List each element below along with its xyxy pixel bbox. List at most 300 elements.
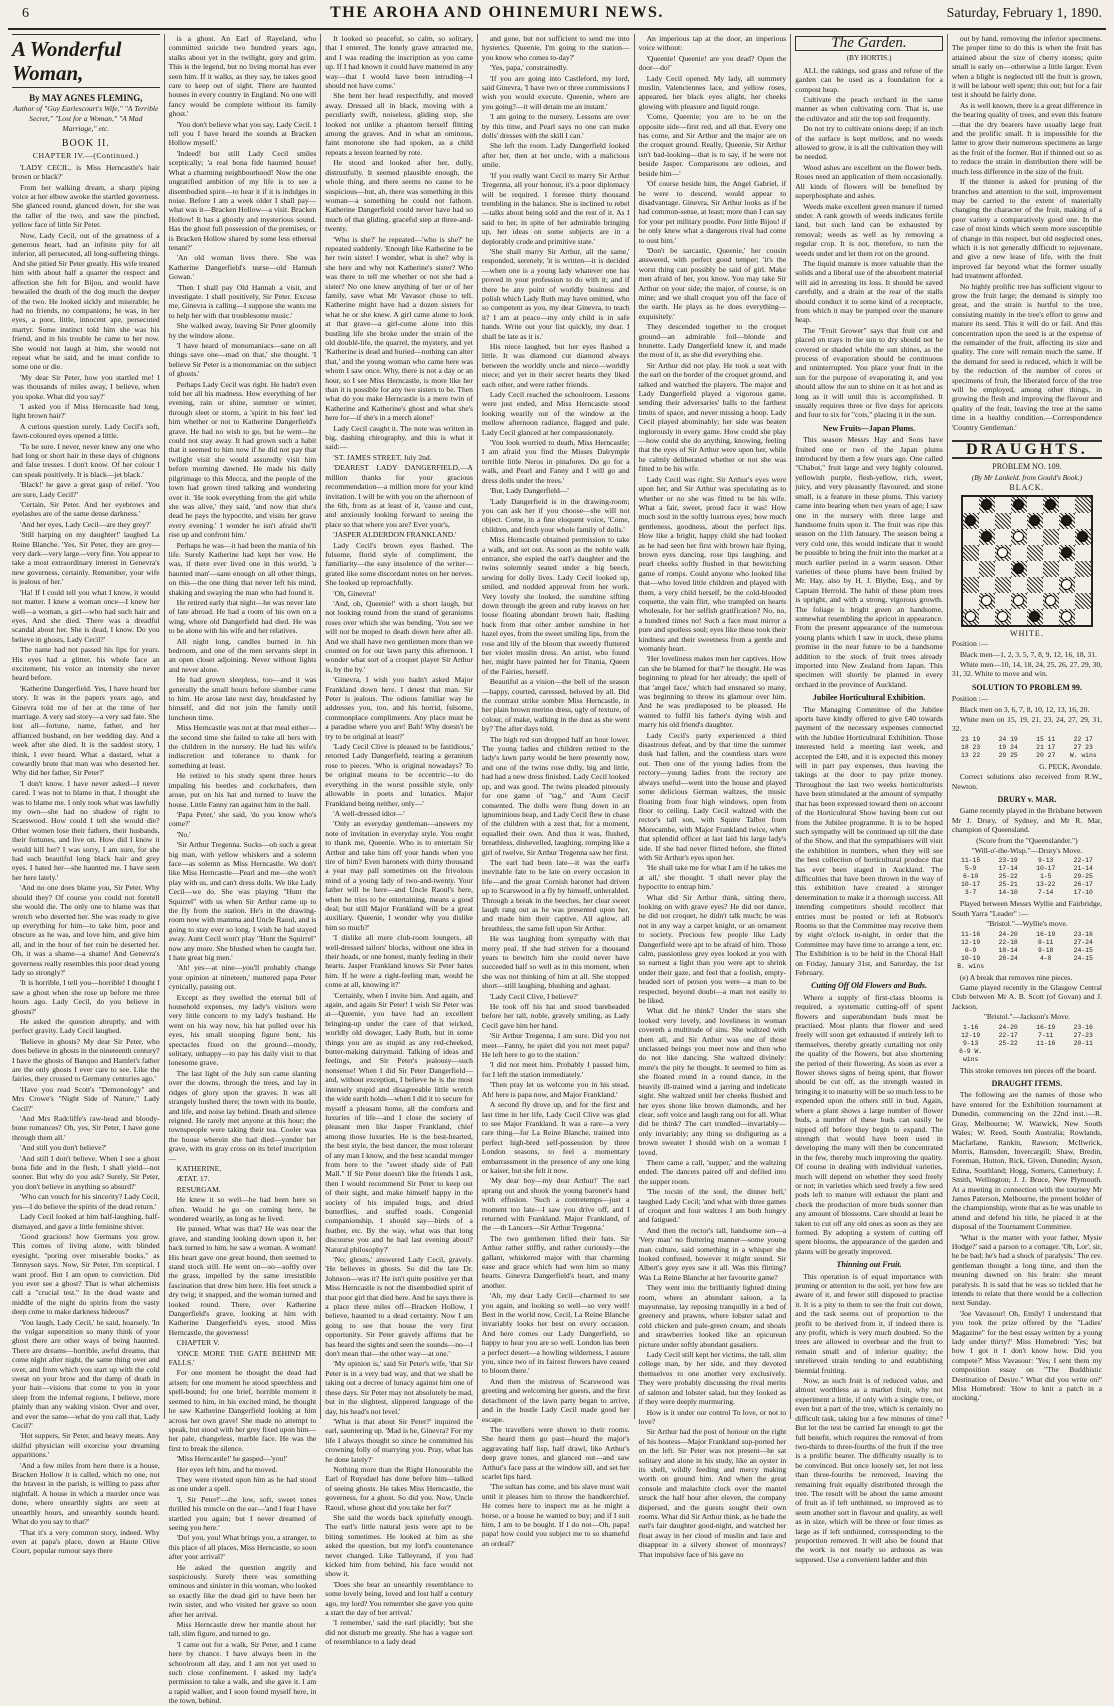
paragraph: No highly prolific tree has sufficient vigour to grow the fruit large; the demand is simply too great, and the strain is hurtful to the tree, consisting mainly in the tree's effort to grow and mature its seed. This it will do or fail. And this concentration upon the seed is at the expense of the remainder of the fruit, affecting its size and quality. The core will remain much the same. If the demand for seed is reduced, which it will be by the reduction of the number of cores or specimens of fruit, the liberated force of the tree will be employed, among other things, in growing the flesh and improving the flavour and quality of the fruit, leaving the tree at the same time in a healthy condition.—Correspondence 'Country Gentleman.' bbox=[951, 281, 1103, 432]
paragraph: 'Have you read Scott's "Demonology" and Mrs Crowe's "Night Side of Nature," Lady Cecil?' bbox=[12, 1084, 160, 1113]
played-intro: Played between Messrs Wyllie and Fairbridge, South Yarra "Leader" :— bbox=[951, 899, 1103, 918]
black-piece bbox=[1029, 611, 1040, 622]
paragraph: 'Black!' he gave a great gasp of relief. 'You are sure, Lady Cecil?' bbox=[12, 480, 160, 499]
move-entry: 10-17 bbox=[1036, 865, 1056, 873]
move-entry: 18-14 bbox=[998, 946, 1018, 954]
author-works: Author of "Guy Earlescourt's Wife," "A Terrible Secret," "Lost for a Woman," "A Mad Marriage," etc. bbox=[13, 104, 159, 133]
board-square bbox=[1011, 577, 1027, 593]
story-column-3-body bbox=[325, 34, 473, 1647]
draughts-heading: DRAUGHTS. bbox=[952, 440, 1102, 459]
move-entry: 16-19 bbox=[1036, 1023, 1056, 1031]
paragraph: His niece laughed, but her eyes flashed a little. It was diamond cut diamond always between the worldly uncle and niece—worldly niece; and yet in their secret hearts they liked each other, and were rather friends. bbox=[481, 342, 630, 389]
black-piece bbox=[981, 499, 992, 510]
problem-number: PROBLEM NO. 109. bbox=[992, 462, 1062, 472]
paragraph: 'Ah, my dear Lady Cecil—charmed to see you again, and looking so well—so very well! Best in the world now, Cecil, La Reine Blanche invariably looks her best on every occasion. And here comes our Lady Dangerfield, so happy to hear you are so well. London has been a perfect desert—a howling wilderness, I assure you, since two of its fairest flowers have ceased to bloom there.' bbox=[481, 1291, 630, 1376]
paragraph: Sir Arthur had the post of honour on the right of his hostess—Major Frankland sup-ported her on the left. Sir Peter was not present—he sat solitary and alone in his study, like an oyster in its shell, wildly feeding and mercy making worth on ground him. And when the great console and malachite clock over the mantel struck the half hour after eleven, the company dispersed, and the guests sought their own rooms. What did Sir Arthur think, as he bade the earl's fair daughter good-night, and watched her float away in her cloud of muslin and lace and disappear in a silvery shower of moonrays? That impulsive face of his gave no bbox=[638, 1427, 787, 1559]
paragraph: 'The tocsin of the soul, the dinner bell,' laughed Lady Cecil; 'and what with three games of croquet and four waltzes I am both hungry and fatigued.' bbox=[638, 1187, 787, 1225]
board-square bbox=[963, 561, 979, 577]
story-column-1-body bbox=[12, 163, 160, 1556]
move-entry: 23-19 bbox=[998, 857, 1018, 865]
paragraph: He knew it so well—he had been here so often. Would he go on coming here, he wondered wearily, as long as he lived. bbox=[168, 1195, 317, 1223]
board-square bbox=[1075, 545, 1091, 561]
paragraph: The following are the names of those who have entered for the Exhibition tournament at Dunedin, commencing on the 22nd inst.:—R. Gray, Melbourne; W. Warwick, New South Wales; W. Reed, South Australia; Rowlands, Macfarlane, Rankin, Rawson; McIlwrick, Morris, Ramsden, Invercargill; Shaw, Bredin, Foreman, Hutton, Rick, Given, Dunedin; Ayson, Edina, Southland; Hogg, Somers, Canterbury; J. Smith, Wellington; J. J. Bruce, New Plymouth. At a meeting in connection with the tourney Mr James Paterson, Melbourne, the present holder of the championship, wrote that as he was unable to attend and defend his title, he placed it at the disposal of the Tournament Committee. bbox=[951, 1090, 1103, 1232]
paragraph: Wood ashes are excellent on the flower beds. Roses need an application of them occasionally. All kinds of flowers will be benefited by superphosphate and ashes. bbox=[795, 162, 943, 201]
move-entry: 9-18 bbox=[1038, 946, 1054, 954]
board-square bbox=[979, 545, 995, 561]
paragraph: 'What is the matter with your father, Mysie Hodge?' said a parson to a cottager. 'Oh, Lor', sir, he be bad; he's had a shock of paralysis.' The rev. gentleman thought a long time, and then the meaning dawned on his brain: she meant paralysis. It is said that he was so tickled that he intends to relate that there would be a collection next Sunday. bbox=[951, 1232, 1103, 1308]
board-square bbox=[1075, 513, 1091, 529]
plums-heading: New Fruits—Japan Plums. bbox=[822, 423, 916, 433]
board-square bbox=[1043, 609, 1059, 625]
move-entry: 29-25 bbox=[1073, 873, 1093, 881]
white-piece bbox=[1061, 611, 1072, 622]
board-square bbox=[1027, 513, 1043, 529]
paragraph: 'And, oh, Queenie!' with a short laugh, but not looking round from the stand of geraniums roses over which she was bending. 'You see we will not be moped to death down here after all. And we shall have two gentlemen more than we counted on for our lawn party this afternoon. I wonder what sort of a croquet player Sir Arthur is, by the by.' bbox=[325, 598, 473, 674]
board-square bbox=[1011, 497, 1027, 513]
thinning-heading: Thinning out Fruit. bbox=[836, 1260, 902, 1270]
paragraph: The "Fruit Grower" says that fruit cut and placed on trays in the sun to dry should not be covered or shaded while the sun shines, as the process of evaporation should be continuous and uninterrupted. You place your fruit in the sun for the purpose of evaporating it, and you should allow the sun to shine on it as hot and as long as it will until this is accomplished. It usually requires three or five days for apricots and four to six for "cots," placing it in the sun. bbox=[795, 325, 943, 420]
paragraph: Now, Lady Cecil, out of the greatness of a generous heart, had an infinite pity for all inferior, all persecuted, all long-suffering things. And she pitied Sir Peter greatly. His wife treated him with about half a quarter the respect and affection she felt for Bijou, and would have bewailed the death of the dog much the deeper of the two. He looked sickly and miserable; he had no friends, no companions; he was, in her eyes, a poor, little, innocent ape, persecuted martyr. Some instinct told him she was his friend, and in his trouble he came to her now. She would not laugh at him, she would not repeat what he said, and he must confide to some one or die. bbox=[12, 230, 160, 372]
solution-moves bbox=[952, 736, 1102, 760]
board-square bbox=[979, 497, 995, 513]
paragraph: 'My dear Sir Peter, how you startled me! I was thousands of miles away, I believe, when you spoke. What did you say?' bbox=[12, 372, 160, 401]
game-2-intro: Game played recently in the Glasgow Central Club between Mr A. B. Scott (of Govan) and J. Jackson. bbox=[951, 983, 1103, 1011]
paragraph: 'I dislike all mere club-room loungers, all well-dressed tailors' blocks, without one idea in their heads, or one honest, manly feeling in their hearts. Jasper Frankland knows Sir Peter hates him. If he were a right-feeling man, would he come at all, knowing it?' bbox=[325, 933, 473, 990]
black-piece bbox=[1045, 499, 1056, 510]
black-piece bbox=[1029, 515, 1040, 526]
white-piece bbox=[981, 595, 992, 606]
move-entry: 6-10 bbox=[962, 873, 979, 881]
paragraph: He asked the question abruptly, and with perfect gravity. Lady Cecil laughed. bbox=[12, 1016, 160, 1036]
move-entry: 22-17 bbox=[998, 1031, 1018, 1039]
board-square bbox=[1011, 593, 1027, 609]
move-entry: 12-19 bbox=[961, 1031, 981, 1039]
paragraph: Lady Cecil's brown eyes flashed. The fulsome, florid style of compliment, the familiarity—the easy insolence of the writer—grated like some discordant notes on her nerves. She looked up reproachfully. bbox=[325, 540, 473, 588]
paragraph: 'But, Lady Dangerfield—' bbox=[489, 486, 569, 496]
story-title: A Wonderful Woman, bbox=[12, 34, 160, 88]
paragraph: Nothing more than the Right Honourable the Earl of Ruysdael has done before him—talked of seeing ghosts. He takes Miss Herncastle, the governess, for a ghost. So did you. Now, Uncle Raoul, whose ghost did you take her for?' bbox=[325, 1464, 473, 1512]
board-square bbox=[1059, 577, 1075, 593]
paragraph: The earl had been late—it was the earl's inevitable fate to be late on every occasion in life—and the great Cornish baronet had driven up to Scarswood in a fly by himself, unheralded. Through a break in the beeches, her clear sweet laugh rang out as he was presented upon her, and made him their captive. All aglow, all breathless, the same fell upon Sir Arthur. bbox=[481, 857, 630, 933]
paragraph: Lady Cecil opened. My lady, all summery muslin, Valenciennes lace, and yellow roses, appeared, her black eyes alight, her cheeks glowing with pleasure and liquid rouge. bbox=[638, 73, 787, 111]
paragraph: and gone, but not sufficient to send me into hysterics. Queenie, I'm going to the station—you know who comes to-day?' bbox=[481, 34, 630, 62]
paragraph: All night long, candles burned in his bedroom, and one of the men servants slept in an open closet adjoining. Never without lights and never alone. bbox=[168, 636, 317, 674]
column-5 bbox=[635, 34, 792, 1559]
paragraph: 'If you really want Cecil to marry Sir Arthur Tregenna, all your honour, it's a poor diplomacy will be required. I foresee thirty thousand trembling in the balance. She is inclined to rebel—talks about being sold and the rest of it. As I said to her, in spite of her admirable bringing up, her ideas on some subjects are in a deplorably crude and primitive state.' bbox=[481, 170, 630, 246]
paragraph: The two gentlemen lifted their hats. Sir Arthur rather stiffly, and rather curiously—the gallant, whiskered major with that charming ease and grace which had won him so many hearts. Ginevra Dangerfield's heart, and many another. bbox=[481, 1233, 630, 1290]
paragraph: 'JASPER ALDERDON FRANKLAND.' bbox=[333, 530, 457, 540]
column-7 bbox=[948, 34, 1106, 1419]
move-entry: 12-19 bbox=[961, 938, 981, 946]
paragraph: 'Ah! yes—at nine—you'll probably change your opinion at nineteen,' muttered papa Peter cynically, passing out. bbox=[168, 963, 317, 992]
board-square bbox=[1011, 561, 1027, 577]
board-square bbox=[995, 561, 1011, 577]
paragraph: He paused. What was that? He was near the grave, and standing looking down upon it, her back turned to him, he saw a woman. A woman! His heart gave one great bound, then seemed to stand stock still. He went on—so—softly over the grass, impelled by the same irresistible fascination that drew him here. His feet struck a dry twig; it snapped, and the woman turned and looked round. There, over Katherine Dangerfield's grave, looking at him with Katherine Dangerfield's eyes, stood Miss Herncastle, the governess! bbox=[168, 1224, 317, 1337]
paragraph: Beautiful as a vision—the bell of the season—happy, courted, caressed, beloved by all. Did the contrast strike sombre Miss Herncastle, in her plain brown merino dress, ugly of texture, of colour, of make, walking in the dust as she went by? The after days told. bbox=[481, 677, 630, 734]
paragraph: Miss Herncastle obtained permission to take a walk, and set out. As soon as the noble walk entrance, she espied the earl's daughter and the twins solemnly seated under a big beech, sewing for dolly lives. Lady Cecil looked up, smiled, and nodded approval from her work. Very lovely she looked, the sunshine sifting down through the green and ruby leaves on her loose floating abundant brown hair, flashing back from that other amber sunshine in her hazel eyes, from the sweet smiling lips, from the rose and lily of the bloom that sweetly fluttered her violet muslin dress. An artist, who found her, might have painted her for Titania, Queen of the Fairies, herself. bbox=[481, 535, 630, 676]
paragraph: 'And still you don't believe?' bbox=[20, 1143, 107, 1153]
move-entry: 20 27 bbox=[1036, 751, 1056, 759]
paragraph: And then the rector's tall, handsome son—a 'Very man' no fluttering manner—some young man culture, said something in a whisper she looked confused, however it might sound. Sir Albert's grey eyes saw it all. Was this flirting? Was La Reine Blanche at her favourite game? bbox=[638, 1225, 787, 1282]
paragraph: From her walking dream, a sharp piping voice at her elbow awoke the startled governess. She glanced round, glanced down, for she was the taller of the two, and saw the pinched, yellow face of little Sir Peter. bbox=[12, 182, 160, 230]
white-piece bbox=[1061, 579, 1072, 590]
paragraph: They went into the brilliantly lighted dining room, where an abundant saloon, a la mayonnaise, lay reposing tranquilly in a bed of greenery and prawns, where lobster salad and cold chicken and pale-green cream, and shoals and strawberries looked like an epicurean picture under softly abundant gasaliers. bbox=[638, 1283, 787, 1349]
paragraph: 'And still I don't believe. When I see a ghost bona fide and in the flesh, I shall yield—not sooner. But why do you ask? Surely, Sir Peter, you don't believe in anything so absurd?' bbox=[12, 1153, 160, 1191]
board-square bbox=[1075, 529, 1091, 545]
solution-signed: G. PECK, Avondale. bbox=[1039, 761, 1103, 771]
bristol-1-heading: "Bristol."—Wyllie's move. bbox=[986, 919, 1068, 929]
board-square bbox=[1043, 497, 1059, 513]
board-square bbox=[963, 545, 979, 561]
black-piece bbox=[1013, 499, 1024, 510]
paragraph: He stood and looked after her, dully, distrustfully. It seemed plausible enough, the whole thing, and there seems no cause to be suspicious—but, ah, there was something in this woman—a something he could not fathom. Katherine Dangerfield could never have had so much of that gliding, graceful step at three-and-twenty. bbox=[325, 158, 473, 234]
board-square bbox=[1075, 561, 1091, 577]
board-square bbox=[995, 497, 1011, 513]
paragraph: 'Then I shall pay Old Hannah a visit, and investigate. I shall positively, Sir Peter. Excuse me, Ginevra is calling—I suppose she wants me to help her with that troublesome music.' bbox=[168, 282, 317, 320]
paragraph: 'And Mrs Radcliffe's raw-head and bloody-bone romances? Oh, yes, Sir Peter, I have gone through them all.' bbox=[12, 1114, 160, 1142]
move-entry: 19 24 bbox=[998, 743, 1018, 751]
board-square bbox=[1027, 577, 1043, 593]
cutting-body bbox=[795, 993, 943, 1256]
paragraph: 'The sultan has come, and his slave must wait until it pleases him to throw the handkerchief. He comes here to inspect me as he might a horse, or a house he wanted to buy; and if I suit him, I am to be bought. If I do not—Oh, papa! papa! how could you subject me to so shameful an ordeal?' bbox=[481, 1482, 630, 1548]
paragraph: 'She shall marry Sir Arthur, all the same,' responded, serenely, 'it is written—it is decided—when one is a young lady whatever one has proved in your profession to do with it; and if there be any point of worldly business and polish which Lady Ruth may have omitted, who so competent as you, my dear Ginevra, to teach it? I am at peace—my only child is in safe hands. Write out your list quickly, my dear. I shall be late as it is.' bbox=[481, 246, 630, 341]
move-entry: 16-19 bbox=[1036, 930, 1056, 938]
game-source: (Score from the "Queenslander.") bbox=[976, 835, 1078, 845]
paragraph: 'ONCE MORE THE GATE BEHIND ME FALLS.' bbox=[168, 1348, 317, 1368]
board-square bbox=[1059, 561, 1075, 577]
position-label: Position :— bbox=[951, 639, 989, 649]
board-square bbox=[1043, 513, 1059, 529]
draught-items bbox=[952, 1090, 1102, 1231]
column-3 bbox=[321, 34, 478, 1647]
white-piece bbox=[1013, 595, 1024, 606]
move-entry: 21-14 bbox=[1073, 865, 1093, 873]
board-square bbox=[1027, 545, 1043, 561]
paragraph: 'Katherine Dangerfield. Yes, I have heard her story. It was in the papers years ago, and Ginevra told me of her at the time of her marriage. A very sad story—a very sad fate. She lost all—fortune, name, father, and her affianced husband, on her wedding day. And a week after she died. It is the saddest story, I think, I ever heard. What a dastard, what a cowardly brute that man was who deserted her. Why did her father, Sir Peter?' bbox=[12, 683, 160, 778]
black-piece bbox=[981, 531, 992, 542]
white-men: White men—10, 14, 18, 24, 25, 26, 27, 29, 30, 31, 32. White to move and win. bbox=[951, 659, 1103, 679]
board-square bbox=[1043, 593, 1059, 609]
move-entry: 3-7 bbox=[964, 889, 977, 897]
move-entry: 23-16 bbox=[1073, 930, 1093, 938]
paragraph: Weeds make excellent green manure if turned under. A rank growth of weeds indicates fertile land, but such land can be exhausted by removal; weeds as well as by removing a regular crop. It is not, therefore, to turn the weeds under and let them rot on the ground. bbox=[795, 201, 943, 258]
white-piece bbox=[997, 611, 1008, 622]
move-entry: 6-9 bbox=[964, 946, 977, 954]
paragraph: They descended together to the croquet ground—an admirable foil—blonde and brunette. Lady Dangerfield knew it, and made the most of it, as she did everything else. bbox=[638, 322, 787, 360]
black-piece bbox=[1013, 563, 1024, 574]
paragraph: 'Who is she?' he repeated—'who is she?' he repeated suddenly. 'Enough like Katherine to be her twin sister! I wonder, what is she? why is she here and why not Katherine's sister? Who was there to tell me whether or not she had a sister? No one knew anything of her or of her family, save what Mr Vavasor chose to tell. Katherine might have had a dozen sisters for what he or she knew. A girl came alone to look at that grave—a girl-come alone into this bustling life she broke under the strain of the old doublé-life, the quarrel, the mystery, and yet 'Katherine is dead and buried—nothing can alter that,' and the young woman who came here was whom I saw once. Why, there is not a day or an hour, so I see Miss Herncastle, is more like her than it is possible for any two sisters to be. Then what do you make Herncastle is a mere twin of Katherine and Katherine's ghost and what she's here for—if she's in a merch alone!' bbox=[325, 234, 473, 423]
paragraph: The liquid manure is more valuable than the solids and a liberal use of the absorbent material will aid in arresting its loss. It should be saved carefully, and a drain at the rear of the stalls should conduct it to some kind of a receptacle, from which it may be pumped over the manure heap. bbox=[795, 258, 943, 325]
move-entry: 11-16 bbox=[961, 930, 981, 938]
paragraph: 'I asked you if Miss Herncastle had long, light brown hair?' bbox=[12, 401, 160, 421]
paragraph: 'Joe Vavasour! Oh, Emily! I understand that you took the prize offered by the "Ladies' Magazine" for the best essay written by a young lady under thirty?' Miss Homebred: 'Yes; but how I got it I don't know how. Did you compete?' Miss Vavasour: 'Yes; I sent them my composition essay on "The Buddhistic Destination of Desire." What did you write on?' Miss Homebred: 'How to knit a patch in a stocking.' bbox=[951, 1308, 1103, 1403]
jubilee-heading: Jubilee Horticultural Exhibition. bbox=[812, 693, 926, 703]
column-2 bbox=[165, 34, 322, 1706]
black-piece bbox=[1061, 547, 1072, 558]
move-entry: 1-5 bbox=[1039, 873, 1052, 881]
black-piece bbox=[965, 515, 976, 526]
paragraph: Cultivate the peach orchard in the same manner as when cultivating corn. That is, use the cultivator and stir the top soil frequently. bbox=[795, 95, 943, 123]
column-1 bbox=[8, 34, 165, 1556]
story-column-2-body bbox=[169, 34, 317, 1706]
paragraph: This operation is of equal importance with pruning or attention to the soil, yet how few are aware of it, and fewer still disposed to practise it. It is a pity to them to see the fruit cut down, and the task seems out of proportion to the profit to be derived from it, if indeed there is any profit, which is very much doubted. So the trees are allowed to overbear and the fruit to remain small and of inferior quality; the unrelieved strain tending to and establishing biennial fruiting. bbox=[795, 1271, 943, 1375]
move-entry: 25-22 bbox=[998, 873, 1018, 881]
board-square bbox=[1027, 529, 1043, 545]
paragraph: 'Lady Dangerfield is in the drawing-room; you can ask her if you choose—she will not object. Come, in a fine eloquent voice, 'Come, children, and fetch your whole family of dolls.' bbox=[481, 496, 630, 534]
board-square bbox=[995, 545, 1011, 561]
board-square bbox=[1059, 513, 1075, 529]
paragraph: 'What is that about Sir Peter?' inquired the earl, sauntering up. 'Mad is he, Ginevra? For my life I always thought so since he committed his crowning folly of marrying you. Pray, what has he done lately?' bbox=[325, 1416, 473, 1464]
paragraph: 'Believe in ghosts? My dear Sir Peter, who does believe in ghosts in the nineteenth century? I have the ghosts of Banquo and Hamlet's father are the only ghosts I ever care to see. Like the fairies, they crossed to Germany centuries ago.' bbox=[12, 1036, 160, 1084]
paragraph: Lady Cecil still kept her victims, the tall, slim college man, by her side, and they devoted themselves to one another very exclusively. They were probably discussing the rival merits of salmon and lobster salad, but they looked as if they were deeply murmuring. bbox=[638, 1350, 787, 1407]
board-square bbox=[1027, 561, 1043, 577]
move-entry: 18 23 bbox=[961, 743, 981, 751]
board-square bbox=[1043, 577, 1059, 593]
move-entry: 17-14 bbox=[998, 865, 1018, 873]
paragraph: Sir Arthur did not play. He took a seat with the earl on the border of the croquet ground, and talked and watched the players. The major and Lady Dangerfield played a vigorous game, sending their adversaries' balls to the farthest limits of space, and never missing a hoop. Lady Cecil played abominably; her side was beaten inglorously in every game. How could she play—how could she do anything, knowing, feeling that the eyes of Sir Arthur were upon her, while he calmly deliberated whether or not she was fitted to be his wife. bbox=[638, 360, 787, 474]
paragraph: 'Who can vouch for his sincerity? Lady Cecil, yes—I do believe the spirits of the dead return.' bbox=[12, 1192, 160, 1211]
paragraph: 'Ginevra, I wish you hadn't asked Major Frankland down here. I detest that man. Sir Peter is jealous. The odious familiar way he addresses you, too, and his horrid, fulsome, commonplace compliments. Any place must be a paradise where you are! Bah! Why doesn't he try to be original at least?' bbox=[325, 675, 473, 741]
move-entry: 27 23 bbox=[1073, 743, 1093, 751]
move-entry: 15 11 bbox=[1036, 735, 1056, 743]
board-square bbox=[963, 529, 979, 545]
paragraph: 'No.' bbox=[176, 829, 191, 839]
paragraph: 'Lady Cecil Clive is pleased to be fastidious,' retorted Lady Dangerfield, tearing a geranium rose to pieces. 'Who is original nowadays? To be original means to be eccentric—to do everything in the worst possible style, only allowable in poets and lunatics. Major Frankland being neither, only—' bbox=[325, 742, 473, 808]
board-square bbox=[1059, 609, 1075, 625]
move-entry: 11-15 bbox=[961, 857, 981, 865]
paragraph: 'I remember,' said the earl placidly; 'but she did not disturb me greatly. She has a vague sort of resemblance to a lady dead bbox=[325, 1618, 473, 1647]
paragraph: 'And her eyes, Lady Cecil—are they grey?' bbox=[20, 519, 151, 529]
bristol-2-heading: "Bristol."—Jackson's Move. bbox=[983, 1012, 1071, 1022]
board-square bbox=[979, 593, 995, 609]
paragraph: She said the words back spitefully enough. The earl's little natural jests were apt to be biting sometimes. He looked at him as she asked the question, but my lord's countenance never changed. Like Talleyrand, if you had kicked him from behind, his face would not show it. bbox=[325, 1512, 473, 1579]
move-entry: 7-14 bbox=[1038, 889, 1054, 897]
paragraph: He retired early that night—he was never late of late abroad. He had a room of his own on a wing, where old Dangerfield had died. He was to be alone with his wife and her relatives. bbox=[168, 597, 317, 636]
paragraph: Except as they swelled the eternal bill of household expenses, my lady's visitors were very little concern to my lady's husband. He went on his way now, his hat pulled over his eyes, his small stooping figure bent, his spectacles fixed on the ground—moody, solitary, unhappy—to pay his daily visit to that lonesome grave. bbox=[168, 992, 317, 1068]
paragraph: 'Miss Herncastle!' he gasped—'you!' bbox=[176, 1454, 288, 1464]
paragraph: Where a supply of first-class blooms is required, a systematic cutting-off of spent flowers and superabundant buds must be practised. Most plants that flower and seed freely will soon get exhausted if entirely left to themselves, thereby greatly curtailing not only the quality of the flowers, but also shortening the period of their flowering. As soon as ever a flower shows signs of being spent, that flower should be cut off, as the strength wasted in bringing it to maturity will be so much less to be expended upon the others still in bud. Again, where a plant shows a large number of flower buds, a number of these buds can easily be nipped off before they begin to expand. The strength that would have been used in developing the many will then be concentrated in the few, thereby much improving the quality. Of course in dealing with individual varieties, much will depend on whether they seed freely or not; in varieties which seed freely a few seed pods left to mature will exhaust the plant and check the production of more buds sooner than any amount of blossoms. Care should at least be taken to cut off any old ones as soon as they are formed. By adopting a system of cutting off spent blooms, the appearance of the garden and plants will be greatly improved. bbox=[795, 992, 943, 1256]
paragraph: Perhaps Lady Cecil was right. He hadn't even told her all his madness. How everything of her evening, rain or shine, summer or winter, through sleet or storm, a 'spirit in his feet' led him whether or not to Katherine Dangerfield's grave. He had no wish to go, but he went—he could not stay away. It had grown such a habit that it seemed to him now if he did not pay that twilight visit she would assuredly visit him before morning dawned. He made his daily pilgrimage to this Mecca, and the people of the town had grown tired talking and wondering over it. 'He took everything from the girl while she was alive,' they said, 'and now that she's dead he pays the hypocrite, and visits her grave every evening.' I wonder he isn't afraid she'll rise up and confront him.' bbox=[168, 379, 317, 540]
paragraph: What did Sir Arthur think, sitting there, looking on with grave eyes? He did not dance, he did not croquet, he didn't talk much; he was not in any way a carpet knight, or an ornament to society. Precious few people like Lady Dangerfield were apt to be afraid of him. Those calm, passionless grey eyes looked at you with so earnest a light than you were apt to shrink under their gaze, and feel that a foolish, empty-headed sort of person you were—a man to be respected, beyond doubt—a man not easily to be liked. bbox=[638, 892, 787, 1006]
board-square bbox=[1075, 577, 1091, 593]
move-entry: 5-9 bbox=[964, 865, 977, 873]
paragraph: Now, as such fruit is of reduced value, and almost worthless as a market fruit, why not experiment a little, if only with a single tree, or even but a part of the tree, which is certainly no difficult task, taking but a few minutes of time? But let the test be carried far enough to get the full benefit, which requires the removal of from two-thirds to three-fourths of the fruit if the tree is a prolific bearer. The difficulty usually is to be convinced. But once loosely set, let not less than three-fourths be removed, leaving the remaining fruit equally distributed through the tree. The result will be about the same amount of fruit as if left unthinned, so improved as to seem another sort in flavour and quality, as well as in size, which will be three or four times as large as if left unthinned, corresponding to the proportion removed. It will also be found that the work is not nearly so arduous as was supposed. Use a convenient ladder and thin bbox=[795, 1376, 943, 1564]
move-entry: 11-16 bbox=[1036, 1039, 1056, 1047]
paragraph: 'You look worried to death, Miss Herncastle; I am afraid you find the Misses Dalrymple terrible little Neros in pinafores. Do go for a walk, and Pearl and Fanny and I will go and dress dolls under the trees.' bbox=[481, 438, 630, 485]
paragraph: He was laughing from sympathy with that merry peal. If she had striven for a thousand years to bewitch him she could never have succeeded half so well as in this moment, when she was not thinking of him at all. She stopped short—still laughing, blushing and aghast. bbox=[481, 934, 630, 991]
board-square bbox=[1075, 609, 1091, 625]
move-entry: 28-24 bbox=[998, 954, 1018, 962]
paragraph: 'No; ghosts,' answered Lady Cecil, gravely. 'He believes in ghosts. So did the late Dr. Johnson—was it? He isn't quite positive yet that Miss Herncastle is not the disembodied spirit of that poor girl that died here. And he says there is a place three miles off—Bracken Hollow, I believe, haunted to a dead certainty. Now I am going to see that house the very first opportunity. Sir Peter gravely affirms that he has heard the sights and seen the sounds—no—I don't mean that—the other way—at one.' bbox=[325, 1255, 473, 1359]
chapter-heading: CHAPTER IV.—(Continued.) bbox=[32, 151, 139, 161]
paragraph: As is well known, there is a great difference in the bearing quality of trees, and even this feature—that the dry bearers have usually large fruit and the prolific small. It is impossible for the latter to grow their numerous specimens as large as the fruit of the former. But if thinned out so as to reduce the strain in distribution there will be much less difference in the size of the fruit. bbox=[951, 100, 1103, 176]
paragraph: He took off his hat and stood bareheaded before her tall, noble, gravely smiling, as Lady Cecil gave him her hand. bbox=[481, 1002, 630, 1030]
board-square bbox=[979, 577, 995, 593]
columns bbox=[8, 34, 1106, 1706]
board-square bbox=[1059, 545, 1075, 561]
paragraph: The Managing Committee of the Jubilee sports have kindly offered to give £40 towards payment of the necessary expenses connected with the Jubilee Horticultural Exhibition. Those interested held a meeting last week, and accepted the £40, and it is expected this money will in part pay expenses, thus leaving the takings at the door to pay prize money. Throughout the last two weeks horticulturists have been stimulated at the amount of sympathy that has been expressed toward them on account of the Horticultural Show having been cut out from the Jubilee programme. It is to be hoped such sympathy will be continued up till the date of the Show, and that the sympathisers will visit the exhibition in numbers, when they will see the best collection of horticultural produce that has ever been staged in Auckland. The difficulties that have been thrown in the way of this exhibition have created a stronger determination to make it a thorough success. All intending competitors should recollect that entries must be posted or left at Robson's Rooms so that the Committee may receive them by eight o'clock to-night, in order that the Committee may have time to arrange a tent, etc. The Exhibition is to be held in the Choral Hall on Friday, January 31st, and Saturday, the 1st February. bbox=[795, 704, 943, 977]
anecdotes bbox=[952, 1233, 1102, 1403]
black-men: Black men—1, 2, 3, 5, 7, 8, 9, 12, 16, 18, 31. bbox=[959, 649, 1097, 659]
board-square bbox=[963, 593, 979, 609]
paragraph: 'An old woman lives there. She was Katherine Dangerfield's nurse—old Hannah Gowan.' bbox=[168, 253, 317, 282]
masthead bbox=[8, 4, 1106, 30]
move-entry: 13 22 bbox=[961, 751, 981, 759]
issue-date: Saturday, February 1, 1890. bbox=[946, 6, 1102, 21]
move-entry: 23-16 bbox=[1073, 1023, 1093, 1031]
paragraph: ÆTAT. 17. bbox=[176, 1174, 210, 1184]
game-opening: "Will-o'-the-Wisp."—Drury's Move. bbox=[971, 846, 1083, 855]
paragraph: The name had not passed his lips for years. His eyes had a glitter, his whole face an excitement, his voice an intensity she never heard before. bbox=[12, 645, 160, 683]
board-square bbox=[995, 513, 1011, 529]
paragraph: out by hand, removing the inferior specimens. The proper time to do this is when the fruit has attained about the size of cherry stones; quite small is early on—otherwise a little larger. Even when a blight is neglected till the fruit is grown, it will be labour well spent; this out; but for a fair test it should be fairly done. bbox=[951, 34, 1103, 100]
paragraph: Lady Cecil was right. Sir Arthur's eyes were upon her, and Sir Arthur was speculating as to whether or no she was fitted to be his wife. What a fair, sweet, proud face it was! How much soul in the softly lustrous eyes; how much gentleness, goodness, about the perfect lips. How like a bright, happy child she had looked as he had seen her first with brown hair flying, brown eyes dancing, rose lips laughing, and pearl cheeks softly flushed in that bewitching game of romps. Could anyone who looked like that—who loved little children and played with them, a very child herself, be the cold-blooded coquette, the vain flirt, who trampled on hearts wholesale, for her selfish gratification? No, no, a hundred times no! Such a face must mirror a pure and spotless soul; eyes like these took their kindness and their sweetness from a gentle and womanly heart. bbox=[638, 474, 787, 653]
board-square bbox=[1075, 593, 1091, 609]
game-heading: DRURY v. MAR. bbox=[997, 794, 1057, 804]
paragraph: 'Papa Peter,' she said, 'do you know who's come?' bbox=[168, 809, 317, 829]
paragraph: 'Her loveliness makes men her captives. How can she be blamed for that?' he thought. He was beginning to plead for her already; the spell of that 'angel face,' which had ensnared so many, was beginning to throw its glamour over him. And he was predisposed to be pleased. He wanted to fulfil his father's dying wish and marry his old friend's daughter. bbox=[638, 654, 787, 730]
paragraph: There came a call, 'supper,' and the waltzing ended. The dancers paired off and defiled into the supper room. bbox=[638, 1157, 787, 1186]
problem-source: (By Mr Lankeld. from Gould's Book.) bbox=[971, 472, 1083, 482]
board-square bbox=[979, 561, 995, 577]
black-piece bbox=[1061, 515, 1072, 526]
board-square bbox=[1043, 561, 1059, 577]
move-entry: 14-10 bbox=[998, 889, 1018, 897]
board-square bbox=[995, 577, 1011, 593]
cutting-heading: Cutting Off Old Flowers and Buds. bbox=[811, 981, 927, 991]
move-entry: 9-13 bbox=[1038, 857, 1054, 865]
paragraph: Her eyes left him, and he moved. bbox=[176, 1464, 278, 1474]
story-column-4-body bbox=[482, 34, 630, 1548]
board-square bbox=[1027, 497, 1043, 513]
paragraph: The high red sun dropped half an hour lower. The young ladies and children retired to the lady's lawn party would be here presently now, and one of the twins rose dully, big and little, had had a new dress finished. Lady Cecil looked up, and was good. The twins pleaded piteously for one game of "tag," and 'Aunt Cecil' consented. The dolls were flung down in an ignominious heap, and Lady Cecil flew in chase of the children with a zest that, for a moment, equalled their own. And thus it was, flushed, breathless, dishevelled, laughing, romping like a girl of twelve, Sir Arthur Tregenna saw her first. bbox=[481, 734, 630, 857]
paragraph: Miss Herncastle was not at that meal either—the second time she failed to take all hers with the children in the nursery. He had his wife's indiscretion and tolerance to thank for something at least. bbox=[168, 723, 317, 770]
black-piece bbox=[1077, 531, 1088, 542]
board-square bbox=[1027, 609, 1043, 625]
paragraph: 'Lady Cecil Clive, I believe?' bbox=[489, 991, 579, 1001]
paragraph: 'I, Sir Peter!'—the low, soft, sweet tones thrilled his muscle on the ear—'and I fear I have startled you again; but I never dreamed of seeing you here.' bbox=[168, 1494, 317, 1532]
paragraph: She left the room. Lady Dangerfield looked after her, then at her uncle, with a malicious smile. bbox=[481, 141, 630, 170]
paragraph: What did he think? Under the stars she looked very lovely, and loveliness in woman covereth a multitude of sins. She waltzed with them all, and Sir Arthur was one of those unclassed beings you meet now and then who do not like dancing. She waltzed divinely: more's the pity he thought. It seemed to him as she floated round in a round dance, in the heavily ill-trained wind a jarring and indelicate sight. She waltzed until her cheeks flushed and her eyes shone like brown diamonds, and her clear, soft voice and laugh rang out for all. What did he think? The cart trundled—invariably—only invariably; any thing so disfiguring as a brown sweater I should wish on a woman I loved. bbox=[638, 1006, 787, 1157]
board-square bbox=[963, 497, 979, 513]
paragraph: is a ghost. An Earl of Rayeland, who committed suicide two hundred years ago, stalks about yet in the twilight, gory and grim. This is the legend, but no living mortal has ever seen him. If it walks, as they say, he takes good care to keep out of sight. There are haunted houses in every country in England. No one will fancy would be complete without its family ghost.' bbox=[168, 34, 317, 119]
paragraph: 'And a few miles from here there is a house, Bracken Hollow it is called, which no one, not the bravest in the parish, is willing to pass after nightfall. A house in which a murder once was done, where unearthly sights are seen at unearthly hours, and unearthly sounds heard. What do you say to that?' bbox=[12, 1460, 160, 1527]
move-entry: 22-18 bbox=[998, 938, 1018, 946]
board-square bbox=[979, 513, 995, 529]
plums-body bbox=[795, 435, 943, 689]
board-square bbox=[1011, 529, 1027, 545]
move-entry: W. wins bbox=[1069, 751, 1097, 759]
paragraph: 'My dear boy—my dear Arthur!' The earl sprang out and shook the young baronet's hand with effusion. 'Such a contretemps—just a moment too late—I saw you drive off, and I returned with Frankland. Major Frankland, of the —th Lancers—Sir Arthur Tregenna.' bbox=[481, 1176, 630, 1233]
move-entry: 24-20 bbox=[998, 1023, 1018, 1031]
paragraph: 'Does she bear an unearthly resemblance to some lovely being, loved and lost half a century ago, my lord? You remember she gave you quite a start the day of her arrival.' bbox=[325, 1579, 473, 1618]
paragraph: 'You don't believe what you say, Lady Cecil. I tell you I have heard the sounds at Bracken Hollow myself.' bbox=[168, 119, 317, 148]
paragraph: CHAPTER V. bbox=[176, 1338, 220, 1348]
paragraph: The travellers were shown to their rooms. She heard them go past—heard the major's aggravating half lisp, half drawl, like Arthur's deep grave tones, and glanced out—and saw Arthur's face pass at the window sill, and set her scarlet lips hard. bbox=[481, 1424, 630, 1481]
paragraph: Lady Cecil caught it. The note was written in big, dashing chirography, and this is what it said:— bbox=[325, 423, 473, 452]
paragraph: She bent her head respectfully, and moved away. Dressed all in black, moving with a peculiarly swift, noiseless, gliding step, she looked not unlike a phantom herself flitting among the graves. And in what an ominous, faint monotone she had spoken, as a child repeats a lesson learned by rote. bbox=[325, 91, 473, 157]
break-note: (e) A break that removes nine pieces. bbox=[959, 972, 1073, 982]
paragraph: 'Do! you, you! What brings you, a stranger, to this place of all places, Miss Herncastle, so soon after your arrival?' bbox=[168, 1533, 317, 1562]
move-entry: 26-17 bbox=[1073, 881, 1093, 889]
board-square bbox=[1059, 497, 1075, 513]
bristol-1-moves bbox=[952, 931, 1102, 971]
game-intro: Game recently played in the Brisbane between Mr J. Drury, of Sydney, and Mr R. Mar, champion of Queensland. bbox=[951, 806, 1103, 835]
paragraph: 'Good gracious! how Germans you grow. This comes of living alone, with blinded eyesight, "poring over miserable books," as Tennyson says. Now, Sir Peter, I'm sceptical. I want proof. But I am open to conviction. Did you ever see a ghost? That is what alchemists call a "crucial test." In the dead waste and middle of the night do spirits from the vasty deep come to make darkness hideous?' bbox=[12, 1231, 160, 1317]
paragraph: 'He shall take me for what I am if he takes me at all,' she thought. 'I shall never play the hypocrite to entrap him.' bbox=[638, 863, 787, 892]
paragraph: 'It is horrible, I tell you—horrible! I thought I saw a ghost when she rose up before me three hours ago. Lady Cecil, do you believe in ghosts?' bbox=[12, 978, 160, 1016]
paragraph: 'Queenie! Queenie! are you dead? Open the door—do!' bbox=[638, 53, 787, 73]
paragraph: 'I am going to the nursery. Lessons are over by this time, and Pearl says no one can make dolls' dresses with the skill I can.' bbox=[481, 112, 630, 141]
move-entry: 27-24 bbox=[1073, 938, 1093, 946]
board-square bbox=[963, 513, 979, 529]
move-entry: 25-22 bbox=[998, 1039, 1018, 1047]
board-square bbox=[979, 529, 995, 545]
board-square bbox=[1011, 545, 1027, 561]
paragraph: 'I did not meet him. Probably I passed him, for I left the station immediately.' bbox=[481, 1060, 630, 1079]
garden-byline: (BY HORTIS.) bbox=[846, 53, 892, 63]
garden-heading: The Garden. bbox=[795, 36, 943, 51]
paragraph: A curious question surely. Lady Cecil's soft, fawn-coloured eyes opened a little. bbox=[12, 421, 160, 441]
page-number: 6 bbox=[22, 6, 29, 21]
paragraph: 'Certainly, when I invite him. And again, and again, and again Sir Peter! I wish Sir Peter was at—Queenie, you have had an excellent bringing-up under the care of that wicked, worldly old dowager, Lady Ruth, but in some things you are as stupid as any red-cheeked, butter-making dairymaid. Talking of ideas and feelings, and Sir Peter's jealousy—such nonsense! When I did Sir Peter Dangerfield—and, without exception, I believe he is the most intensely stupid and disagreeable little wretch the wide earth holds—when I did it to secure for myself a pleasant home, all the comforts and luxuries of life—and I close the society of pleasant men like Jasper Frankland, chief among those luxuries. He is the best-hearted, the best style, the best dancer, the most tolerant of any man I know, and the best scandal monger from here to the "sweet shady side of Pall Mall." If Sir Peter doesn't like the friends I ask, then I would recommend Sir Peter to keep out of their sight, and make himself happy in the society of his impaled bugs, and dried butterflies, and stuffed toads. Congenial companionship, I should say—birds of a feather, etc. By the way, what was that long discourse you and he had last evening about? Natural philosophy?' bbox=[325, 990, 473, 1254]
paragraph: The last light of the July sun came slanting over the downs, through the trees, and lay in ridges of glory upon the graves. It was all strangely hushed there; the town with its bustle, and life, and noise lay behind. Death and silence reigned. He rarely met anyone at this hour; the townspeople were taking their tea. Cooler was the house wherein she had died—yonder her grave, with its gray cross on its brief inscription— bbox=[168, 1068, 317, 1163]
draught-items-heading: DRAUGHT ITEMS. bbox=[991, 1079, 1063, 1089]
move-entry: 24-15 bbox=[1073, 946, 1093, 954]
solution-heading: SOLUTION TO PROBLEM 99. bbox=[971, 682, 1082, 692]
paragraph: 'Ha! If I could tell you what I know, it would not matter. I knew a woman once—I knew her well—a woman, a girl—who had such hair and eyes. And she died. There was a dreadful scandal about her. She is dead, I know. Do you believe in ghosts, Lady Cecil?' bbox=[12, 587, 160, 644]
move-entry: 24-20 bbox=[998, 930, 1018, 938]
paragraph: And then the mistress of Scarswood was greeting and welcoming her guests, and the first detachment of the lawn party began to arrive, and in the bustle Lady Cecil made good her escape. bbox=[481, 1376, 630, 1424]
paragraph: 'That it's a very common story, indeed. Why even at papa's place, down at Haute Olive Court, popular rumour says there bbox=[12, 1527, 160, 1556]
paragraph: He retired to his study spent three hours impaling his beetles and cockchafers, then arose, put on his hat and turned to leave the house. Little Fanny ran against him in the hall. bbox=[168, 771, 317, 809]
paragraph: 'Still harping on my daughter!' laughed La Reine Blanche. 'Yes, Sir Peter, they are grey—very dark—very large—very fine. You appear to take a most extraordinary interest in Genevra's new governess, certainly. Remember, your wife is jealous of her.' bbox=[12, 530, 160, 587]
move-entry: 8-11 bbox=[1038, 938, 1054, 946]
paragraph: 'Indeed! but still Lady Cecil smiles sceptically; 'a real bona fide haunted house! What a charming neighbourhood! Now the one ungratified ambition of my life is to see a disembodied spirit—to hear it if it is indulges in noise. Before I am a week older I shall pay—what was it—Bracken Hollow—a visit. Bracken Hollow! It has a ghostly and mysterious sound. Has the ghost full possession of the premises, or is Bracken Hollow shared by some less ethereal tenant?' bbox=[168, 148, 317, 252]
story-column-5-body bbox=[639, 34, 787, 1559]
move-entry: 20-11 bbox=[1073, 1039, 1093, 1047]
paragraph: 'Sir Arthur Tregenna. Sucks—oh such a great big man, with yellow whiskers and a solemn face—as solemn as Miss Herncastle. We don't like Miss Herncastle—Pearl and me—she won't play with us, and can't dress dolls. We like Lady Cecil—we do. She was playing "Hunt the Squirrel" with us when Sir Arthur came up to the fly from the station. He's in the drawing-room now with mamma and Uncle Raoul, and is going to stay ever so long. I wish he had stayed away. Aunt Cecil won't play "Hunt the Squirrel" now any more. She blushed when he caught her. I hate great big men.' bbox=[168, 840, 317, 962]
move-entry: 29 25 bbox=[998, 751, 1018, 759]
paragraph: 'Sir Arthur Tregenna, I am sure. Did you not meet—Fanny, be quiet did you not meet papa? He left here to go to the station.' bbox=[481, 1031, 630, 1060]
garden-body bbox=[795, 66, 943, 420]
board-square bbox=[963, 577, 979, 593]
book-heading: BOOK II. bbox=[61, 138, 110, 149]
jubilee-body bbox=[795, 705, 943, 978]
black-label: BLACK. bbox=[1009, 483, 1045, 493]
paragraph: It looked so peaceful, so calm, so solitary, that I entered. The lonely grave attracted me, and I was reading the inscription as you came up. If I had known it could have mattered in any way—that I would have been intruding—I should not have come.' bbox=[325, 34, 473, 91]
board-square bbox=[963, 609, 979, 625]
move-entry: 4-8 bbox=[1039, 954, 1052, 962]
paragraph: 'DEAREST LADY DANGERFIELD,—A million thanks for your gracious recommendation—a million more for your kind invitation. I will be with you on the afternoon of the 6th, from as at least of it, 'cause and cust, and anxiously looking forward to seeing the place so that where you are? Ever your's, bbox=[325, 463, 473, 529]
white-piece bbox=[965, 611, 976, 622]
paragraph: ALL the rakings, sod grass and refuse of the garden can be used as a foundation for a compost heap. bbox=[795, 65, 943, 94]
paragraph: 'Then pray let us welcome you in his stead. Ah! here is papa now, and Major Frankland.' bbox=[481, 1080, 630, 1099]
story-byline: By MAY AGNES FLEMING, bbox=[29, 93, 143, 103]
paragraph: 'If you are going into Castleford, my lord, said Ginevra, 'I have two or three commissions I wish you would execute. Queenie, where are you going?—it will detain me an instant.' bbox=[481, 73, 630, 111]
paragraph: 'And no one does blame you, Sir Peter. Why should they? Of course you could not foretell she would die. The only one to blame was that wretch who deserted her. She was ready to give up everything for him—to take him, poor and obscure as he was, and love him, and give him all, and in the hour of her ruin he deserted her. Oh, it was a shame—a shame! And Genevra's governess really resembles this poor dead young lady so strongly?' bbox=[12, 883, 160, 977]
move-entry: 9-13 bbox=[962, 1039, 979, 1047]
paragraph: 'You laugh, Lady Cecil,' he said, hoarsely. 'In the vulgar superstition so many think of your ghost there are other ways of being haunted. There are dreams—horrible, awful dreams, that come night after night, the same thing over and over, and from which you start up with the cold sweat on your brow and the damp of death in your hair—visions that come to you in your sleep from the infernal regions, I believe, more plainly than any waking vision. Over and over, and ever the same—what do you call that, Lady Cecil?' bbox=[12, 1317, 160, 1431]
thinning-body bbox=[795, 1272, 943, 1565]
white-piece bbox=[1013, 531, 1024, 542]
game-moves bbox=[952, 857, 1102, 897]
board-square bbox=[1075, 497, 1091, 513]
move-entry: 1-16 bbox=[962, 1023, 979, 1031]
white-piece bbox=[997, 547, 1008, 558]
paper-title: THE AROHA AND OHINEMURI NEWS. bbox=[330, 4, 664, 21]
move-entry: 21 17 bbox=[1036, 743, 1056, 751]
